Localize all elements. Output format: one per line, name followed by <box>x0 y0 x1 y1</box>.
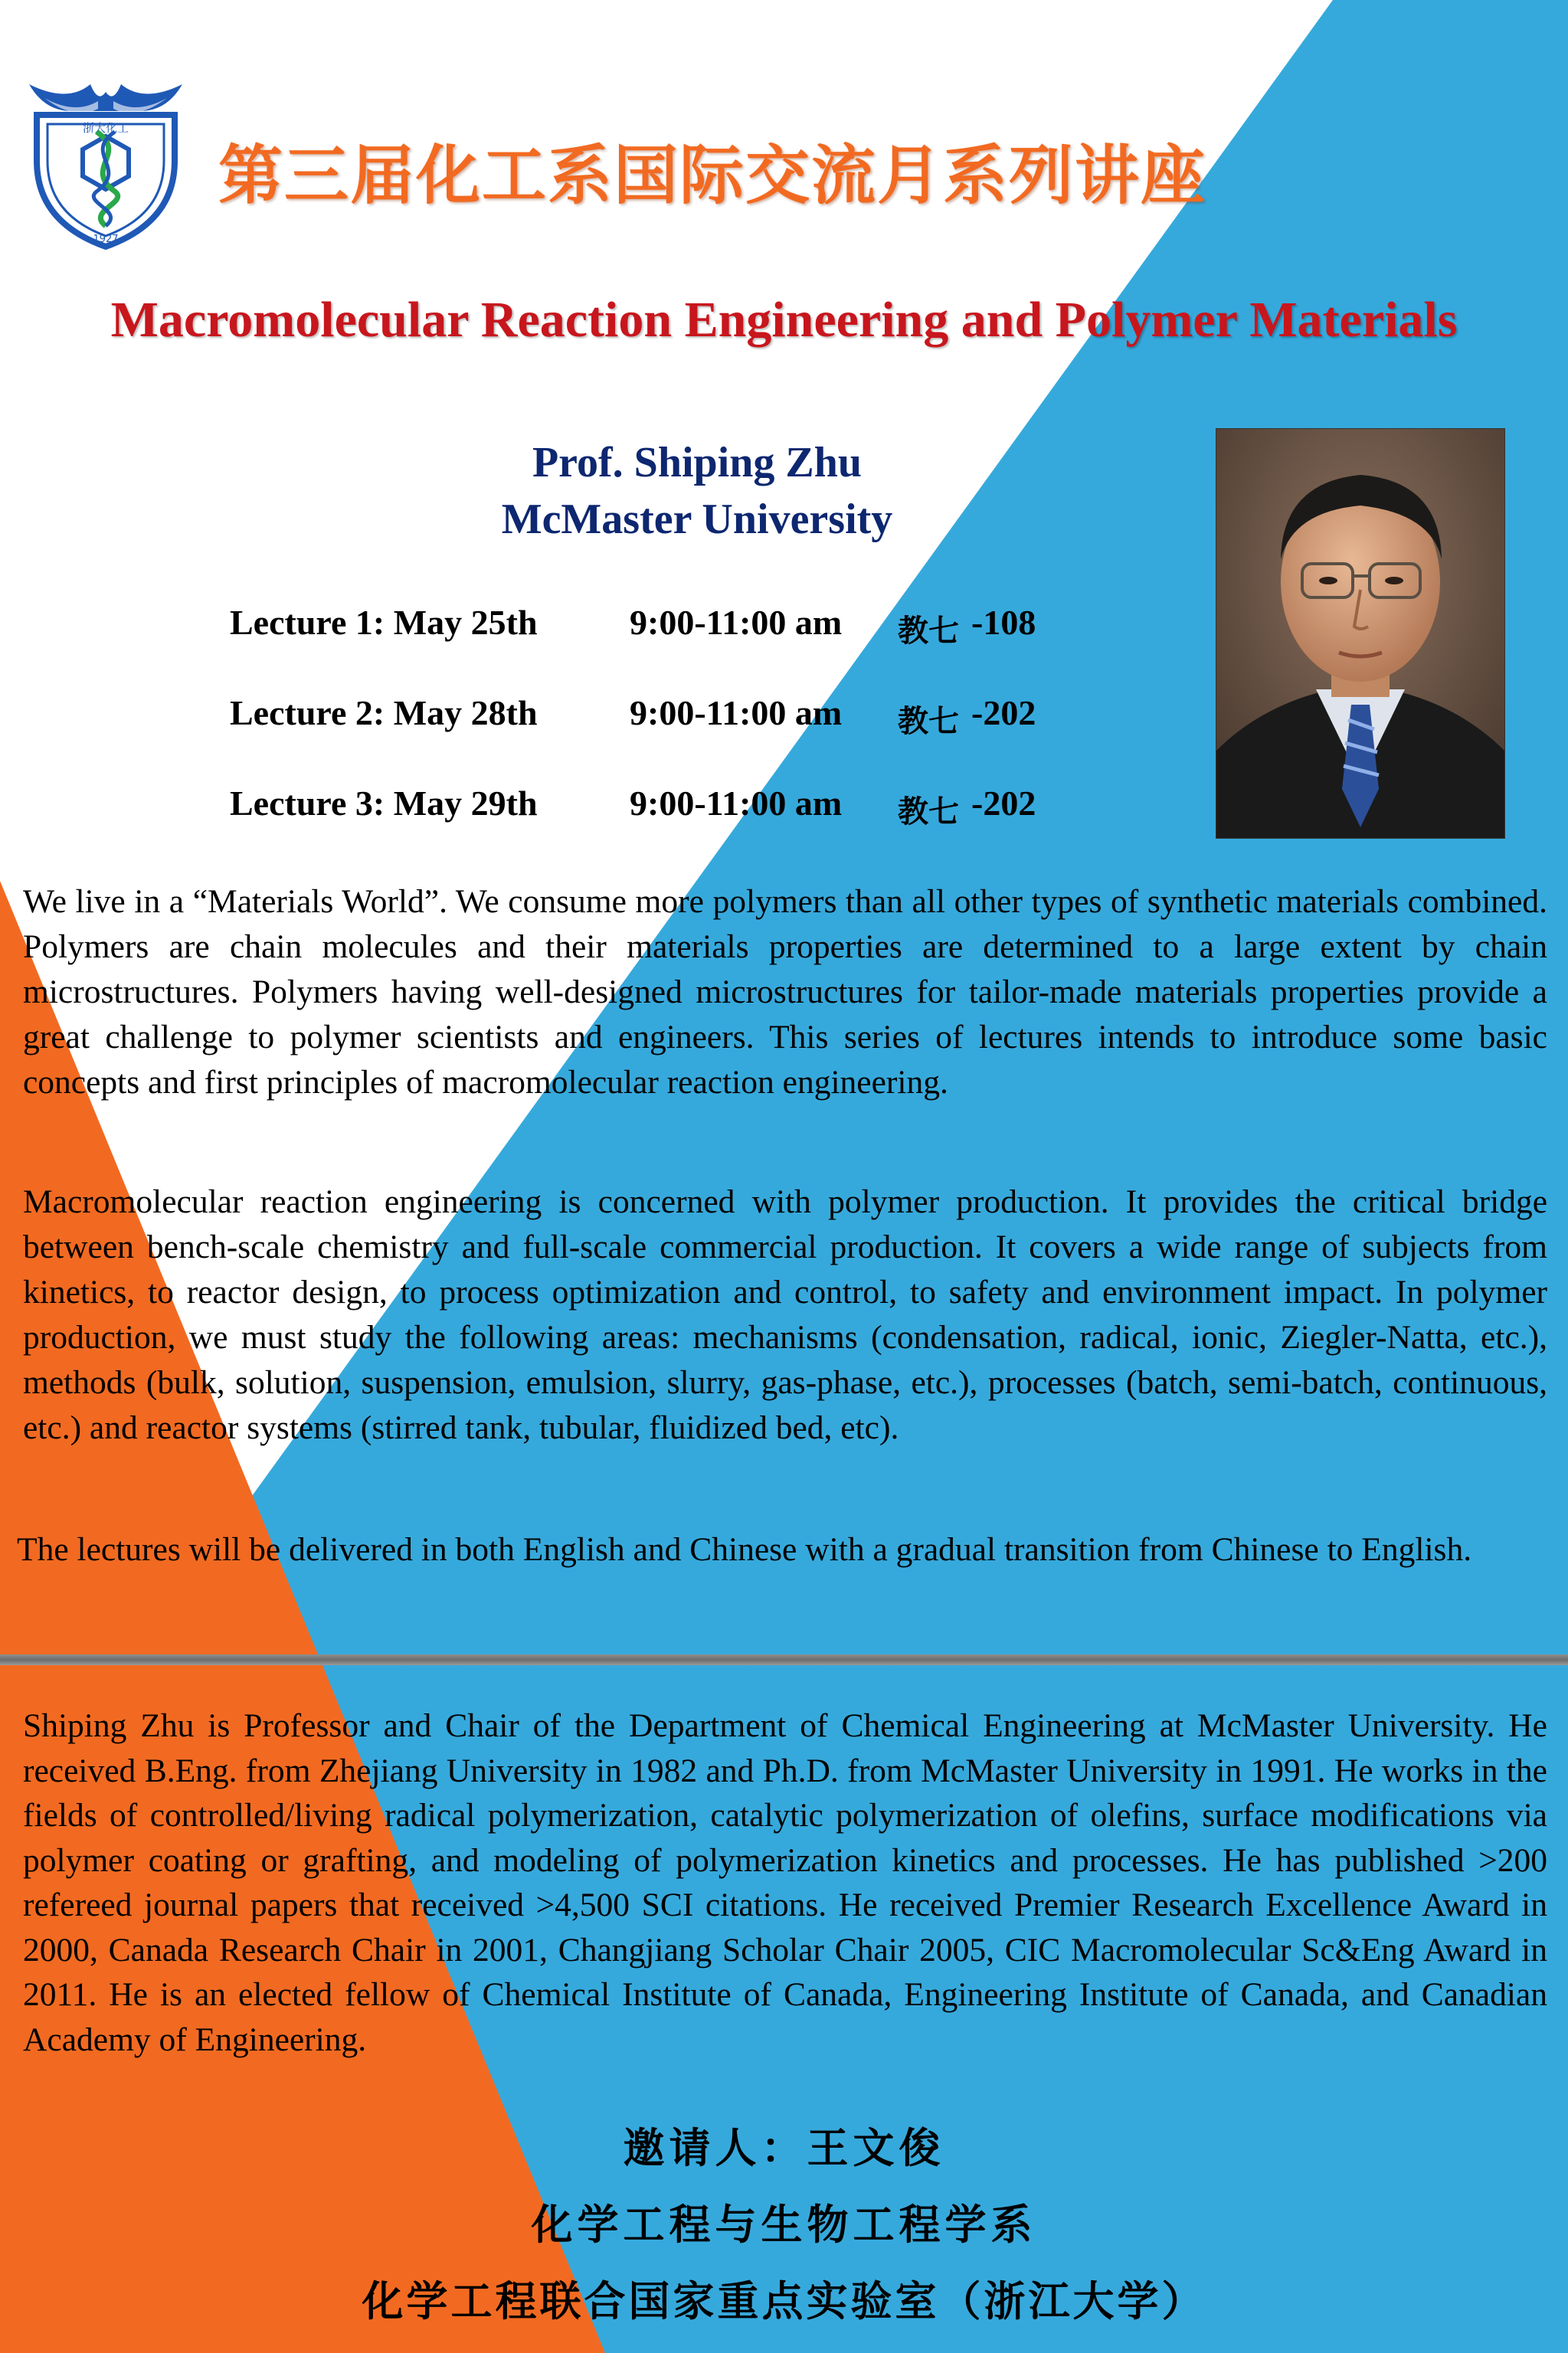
logo-wings <box>29 84 182 113</box>
lecture-label: Lecture 3: May 29th <box>230 784 538 823</box>
lecture-label: Lecture 2: May 28th <box>230 693 538 732</box>
inviter: 邀请人：王文俊 <box>623 2124 945 2172</box>
speaker-bio: Shiping Zhu is Professor and Chair of the Department of Chemical Engineering at McMaster University. He received B.Eng. from Zhejiang University in 1982 and Ph.D. from McMaster University in 1991. He works in the fields of controlled/living radical polymerization, catalytic polymerization of olefins, surface modifications via polymer coating or grafting, and modeling of polymerization kinetics and processes. He has published >200 refereed journal papers that received >4,500 SCI citations. He received Premier Research Excellence Award in 2000, Canada Research Chair in 2001, Changjiang Scholar Chair 2005, CIC Macromolecular Sc&Eng Award in 2011. He is an elected fellow of Chemical Institute of Canada, Engineering Institute of Canada, and Canadian Academy of Engineering. <box>23 1707 1547 2058</box>
lecture-room-building: 教七 <box>898 704 959 739</box>
logo-top-text: 浙大化工 <box>82 121 129 135</box>
lecture-room-building: 教七 <box>898 794 959 830</box>
host-laboratory: 化学工程联合国家重点实验室（浙江大学） <box>362 2277 1206 2325</box>
lecture-room-number: -202 <box>971 693 1036 732</box>
speaker-affiliation: McMaster University <box>501 496 893 543</box>
abstract-paragraph: Macromolecular reaction engineering is concerned with polymer production. It provides the critical bridge between bench-scale chemistry and full-scale commercial production. It covers a wide range of subjects from kinetics, to reactor design, to process optimization and control, to safety and environment impact. In polymer production, we must study the following areas: mechanisms (condensation, radical, ionic, Ziegler-Natta, etc.), methods (bulk, solution, suspension, emulsion, slurry, gas-phase, etc.), processes (batch, semi-batch, continuous, etc.) and reactor systems (stirred tank, tubular, fluidized bed, etc). <box>23 1183 1547 1446</box>
abstract-paragraph: We live in a “Materials World”. We consume more polymers than all other types of synthetic materials combined. Polymers are chain molecules and their materials properties are determined to a large extent by chain microstructures. Polymers having well-designed microstructures for tailor-made materials properties provide a great challenge to polymer scientists and engineers. This series of lectures intends to introduce some basic concepts and first principles of macromolecular reaction engineering. <box>23 883 1547 1101</box>
lecture-time: 9:00-11:00 am <box>630 603 843 642</box>
speaker-name: Prof. Shiping Zhu <box>532 439 863 486</box>
lecture-room-number: -108 <box>971 603 1036 642</box>
lecture-room-building: 教七 <box>898 614 959 649</box>
section-divider <box>0 1654 1568 1665</box>
speaker-photo <box>1216 429 1504 838</box>
series-title: 第三届化工系国际交流月系列讲座 <box>218 138 1207 213</box>
lecture-room-number: -202 <box>971 784 1036 823</box>
logo-year: 1927 <box>93 234 119 245</box>
host-department: 化学工程与生物工程学系 <box>531 2201 1037 2249</box>
department-logo <box>14 69 198 253</box>
talk-title: Macromolecular Reaction Engineering and Polymer Materials <box>110 292 1458 348</box>
lecture-time: 9:00-11:00 am <box>630 693 843 732</box>
lecture-time: 9:00-11:00 am <box>630 784 843 823</box>
lecture-label: Lecture 1: May 25th <box>230 603 538 642</box>
language-note: The lectures will be delivered in both English and Chinese with a gradual transition from Chinese to English. <box>17 1531 1472 1568</box>
